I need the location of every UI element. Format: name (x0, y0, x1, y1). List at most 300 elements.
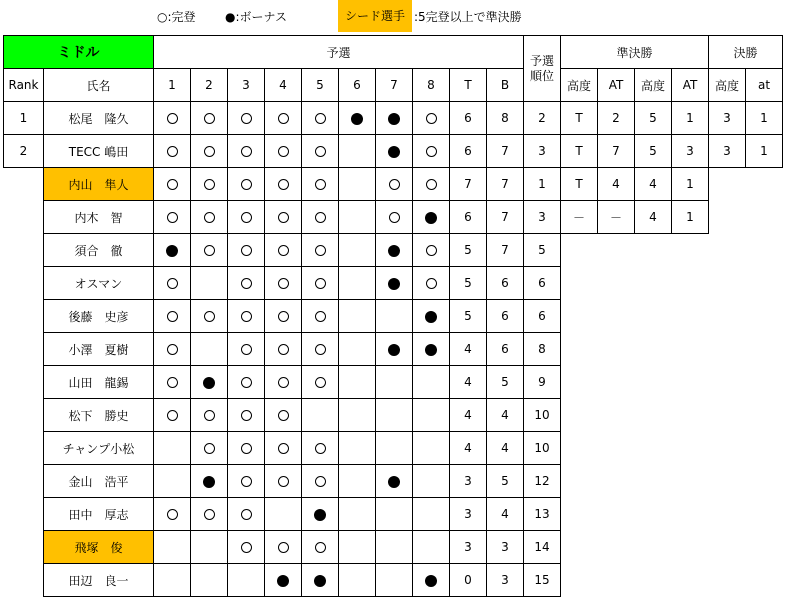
semifinal-cell: 1 (672, 102, 709, 135)
empty-cell (746, 168, 783, 201)
complete-mark-icon (315, 245, 326, 256)
semifinal-cell: 3 (672, 135, 709, 168)
rank-cell: 2 (4, 135, 44, 168)
problem-cell (191, 432, 228, 465)
empty-cell (746, 300, 783, 333)
problem-cell (339, 234, 376, 267)
results-table (3, 35, 783, 597)
semifinal-header: 準決勝 (561, 36, 709, 69)
problem-cell (265, 564, 302, 597)
qual-rank-cell: 5 (524, 234, 561, 267)
complete-mark-icon (241, 212, 252, 223)
bonus-cell: 6 (487, 333, 524, 366)
empty-cell (746, 234, 783, 267)
problem-cell (413, 234, 450, 267)
problem-cell (154, 201, 191, 234)
empty-cell (561, 465, 598, 498)
tops-cell: 4 (450, 399, 487, 432)
semifinal-cell: 7 (598, 135, 635, 168)
table-row (4, 168, 783, 201)
athlete-name: 内山 隼人 (44, 168, 154, 201)
bonus-mark-icon (388, 146, 400, 158)
empty-cell (635, 531, 672, 564)
complete-mark-icon (167, 278, 178, 289)
semifinal-cell: 2 (598, 102, 635, 135)
complete-mark-icon (278, 278, 289, 289)
bonus-cell: 7 (487, 135, 524, 168)
complete-mark-icon (204, 509, 215, 520)
problem-cell (302, 267, 339, 300)
problem-cell (154, 234, 191, 267)
complete-mark-icon (241, 443, 252, 454)
problem-cell (154, 366, 191, 399)
empty-cell (598, 366, 635, 399)
problem-cell (376, 531, 413, 564)
empty-cell (672, 531, 709, 564)
athlete-name: 金山 浩平 (44, 465, 154, 498)
problem-cell (413, 366, 450, 399)
complete-mark-icon (204, 443, 215, 454)
empty-cell (709, 333, 746, 366)
problem-cell (228, 234, 265, 267)
bonus-mark-icon (203, 476, 215, 488)
problem-cell (191, 564, 228, 597)
bonus-mark-icon (388, 278, 400, 290)
athlete-name: TECC 嶋田 (44, 135, 154, 168)
problem-cell (265, 102, 302, 135)
problem-cell (265, 498, 302, 531)
problem-cell (339, 564, 376, 597)
problem-cell (191, 465, 228, 498)
tops-cell: 6 (450, 102, 487, 135)
final-cell: 1 (746, 102, 783, 135)
empty-cell (709, 399, 746, 432)
problem-cell (265, 366, 302, 399)
complete-mark-icon (426, 245, 437, 256)
problem-cell (228, 267, 265, 300)
problem-cell (302, 102, 339, 135)
bonus-mark-icon (388, 113, 400, 125)
problem-cell (228, 531, 265, 564)
problem-cell (302, 201, 339, 234)
athlete-name: 山田 龍錫 (44, 366, 154, 399)
athlete-name: 内木 智 (44, 201, 154, 234)
qualifier-header: 予選 (154, 36, 524, 69)
semifinal-cell: 4 (635, 201, 672, 234)
complete-mark-icon (278, 146, 289, 157)
problem-cell (228, 399, 265, 432)
problem-cell (265, 135, 302, 168)
tops-cell: 5 (450, 300, 487, 333)
problem-cell (191, 531, 228, 564)
bonus-cell: 3 (487, 531, 524, 564)
bonus-mark-icon (388, 476, 400, 488)
complete-mark-icon (167, 146, 178, 157)
empty-cell (635, 300, 672, 333)
bonus-cell: 6 (487, 267, 524, 300)
qual-rank-cell: 13 (524, 498, 561, 531)
empty-cell (672, 300, 709, 333)
empty-cell (746, 531, 783, 564)
tops-cell: 6 (450, 201, 487, 234)
problem-cell (191, 267, 228, 300)
name-header: 氏名 (44, 69, 154, 102)
empty-cell (635, 564, 672, 597)
tops-cell: 0 (450, 564, 487, 597)
complete-mark-icon (278, 542, 289, 553)
qual-rank-cell: 10 (524, 399, 561, 432)
problem-cell (376, 366, 413, 399)
rank-cell (4, 498, 44, 531)
problem-cell (339, 102, 376, 135)
bonus-mark-icon (388, 245, 400, 257)
qual-rank-cell: 6 (524, 267, 561, 300)
complete-mark-icon (241, 476, 252, 487)
problem-cell (265, 201, 302, 234)
tops-cell: 3 (450, 465, 487, 498)
problem-cell (376, 399, 413, 432)
rank-cell (4, 531, 44, 564)
problem-cell (265, 399, 302, 432)
qual-rank-cell: 2 (524, 102, 561, 135)
problem-cell (191, 300, 228, 333)
bonus-cell: 3 (487, 564, 524, 597)
table-row (4, 498, 783, 531)
tops-cell: 5 (450, 267, 487, 300)
legend-seed-rule: :5完登以上で準決勝 (414, 10, 522, 24)
empty-cell (635, 432, 672, 465)
complete-mark-icon (204, 146, 215, 157)
problem-cell (339, 465, 376, 498)
athlete-name: オスマン (44, 267, 154, 300)
rank-cell (4, 432, 44, 465)
complete-mark-icon (167, 212, 178, 223)
problem-cell (228, 300, 265, 333)
complete-mark-icon (315, 344, 326, 355)
final-header: 決勝 (709, 36, 783, 69)
empty-cell (746, 465, 783, 498)
empty-cell (709, 234, 746, 267)
semifinal-cell: 4 (598, 168, 635, 201)
empty-cell (561, 564, 598, 597)
bonus-cell: 7 (487, 234, 524, 267)
complete-mark-icon (241, 410, 252, 421)
empty-cell (746, 498, 783, 531)
complete-mark-icon (167, 377, 178, 388)
qual-rank-cell: 12 (524, 465, 561, 498)
empty-cell (598, 531, 635, 564)
semifinal-cell: T (561, 168, 598, 201)
problem-cell (376, 135, 413, 168)
qual-rank-header: 予選 順位 (524, 36, 561, 102)
problem-cell (265, 531, 302, 564)
rank-cell (4, 300, 44, 333)
problem-cell (265, 333, 302, 366)
empty-cell (635, 498, 672, 531)
problem-cell (376, 267, 413, 300)
table-row (4, 201, 783, 234)
complete-mark-icon (167, 311, 178, 322)
table-row (4, 465, 783, 498)
problem-cell (339, 399, 376, 432)
complete-mark-icon (241, 245, 252, 256)
bonus-cell: 6 (487, 300, 524, 333)
semifinal-cell: 4 (635, 168, 672, 201)
problem-cell (154, 465, 191, 498)
bonus-cell: 7 (487, 168, 524, 201)
problem-cell (302, 399, 339, 432)
empty-cell (561, 366, 598, 399)
problem-cell (376, 234, 413, 267)
complete-mark-icon (278, 179, 289, 190)
qual-rank-cell: 3 (524, 135, 561, 168)
empty-cell (709, 432, 746, 465)
complete-mark-icon (315, 212, 326, 223)
problem-cell (413, 564, 450, 597)
complete-mark-icon (204, 245, 215, 256)
complete-mark-icon (426, 113, 437, 124)
problem-cell (265, 432, 302, 465)
problem-cell (228, 201, 265, 234)
bonus-mark-icon (425, 575, 437, 587)
tops-cell: 4 (450, 333, 487, 366)
bonus-mark-icon (351, 113, 363, 125)
tops-cell: 4 (450, 432, 487, 465)
semifinal-col-header: 高度 (561, 69, 598, 102)
complete-mark-icon (278, 245, 289, 256)
empty-cell (672, 366, 709, 399)
qual-rank-cell: 15 (524, 564, 561, 597)
complete-mark-icon (426, 146, 437, 157)
problem-cell (154, 333, 191, 366)
complete-mark-icon (278, 410, 289, 421)
rank-header: Rank (4, 69, 44, 102)
bonus-mark-icon (388, 344, 400, 356)
problem-cell (302, 465, 339, 498)
problem-cell (191, 168, 228, 201)
semifinal-cell: － (598, 201, 635, 234)
problem-cell (154, 300, 191, 333)
empty-cell (561, 498, 598, 531)
table-row (4, 333, 783, 366)
complete-mark-icon (426, 278, 437, 289)
problem-cell (302, 300, 339, 333)
table-row (4, 300, 783, 333)
complete-mark-icon (167, 113, 178, 124)
problem-cell (302, 135, 339, 168)
problem-cell (154, 399, 191, 432)
bonus-header: B (487, 69, 524, 102)
athlete-name: 田辺 良一 (44, 564, 154, 597)
athlete-name: 松尾 隆久 (44, 102, 154, 135)
table-row (4, 432, 783, 465)
problem-cell (339, 366, 376, 399)
complete-mark-icon (241, 146, 252, 157)
empty-cell (672, 333, 709, 366)
rank-cell (4, 333, 44, 366)
problem-cell (339, 201, 376, 234)
problem-cell (376, 333, 413, 366)
category-cell: ミドル (4, 36, 154, 69)
semifinal-cell: － (561, 201, 598, 234)
bonus-mark-icon (425, 212, 437, 224)
problem-cell (302, 432, 339, 465)
problem-cell (154, 564, 191, 597)
problem-cell (413, 168, 450, 201)
complete-mark-icon (204, 311, 215, 322)
semifinal-cell: 5 (635, 135, 672, 168)
bonus-cell: 4 (487, 498, 524, 531)
complete-mark-icon (241, 311, 252, 322)
problem-cell (228, 432, 265, 465)
rank-cell (4, 168, 44, 201)
complete-mark-icon (315, 542, 326, 553)
problem-cell (265, 267, 302, 300)
empty-cell (709, 465, 746, 498)
final-col-header: 高度 (709, 69, 746, 102)
empty-cell (598, 300, 635, 333)
complete-mark-icon (241, 179, 252, 190)
problem-cell (191, 333, 228, 366)
table-row (4, 531, 783, 564)
complete-mark-icon (315, 443, 326, 454)
problem-cell (376, 564, 413, 597)
semifinal-col-header: 高度 (635, 69, 672, 102)
problem-cell (191, 498, 228, 531)
complete-mark-icon (241, 542, 252, 553)
tops-cell: 3 (450, 498, 487, 531)
complete-mark-icon (167, 509, 178, 520)
rank-cell: 1 (4, 102, 44, 135)
rank-cell (4, 267, 44, 300)
problem-cell (228, 564, 265, 597)
tops-header: T (450, 69, 487, 102)
problem-cell (339, 300, 376, 333)
empty-cell (709, 300, 746, 333)
qual-rank-cell: 3 (524, 201, 561, 234)
problem-cell (228, 168, 265, 201)
empty-cell (598, 564, 635, 597)
empty-cell (598, 498, 635, 531)
empty-cell (598, 432, 635, 465)
complete-mark-icon (204, 212, 215, 223)
problem-cell (228, 102, 265, 135)
bonus-mark-icon (314, 509, 326, 521)
bonus-cell: 4 (487, 399, 524, 432)
semifinal-cell: 1 (672, 201, 709, 234)
table-row (4, 135, 783, 168)
bonus-cell: 5 (487, 465, 524, 498)
complete-mark-icon (315, 476, 326, 487)
complete-mark-icon (278, 476, 289, 487)
problem-cell (339, 168, 376, 201)
problem-cell (302, 531, 339, 564)
empty-cell (561, 333, 598, 366)
problem-cell (265, 300, 302, 333)
bonus-cell: 4 (487, 432, 524, 465)
table-row (4, 564, 783, 597)
tops-cell: 4 (450, 366, 487, 399)
final-cell: 3 (709, 102, 746, 135)
problem-cell (413, 498, 450, 531)
tops-cell: 7 (450, 168, 487, 201)
empty-cell (672, 267, 709, 300)
bonus-cell: 8 (487, 102, 524, 135)
problem-cell (413, 135, 450, 168)
complete-mark-icon (278, 212, 289, 223)
qual-rank-cell: 6 (524, 300, 561, 333)
empty-cell (598, 267, 635, 300)
empty-cell (746, 201, 783, 234)
complete-mark-icon (241, 344, 252, 355)
empty-cell (561, 432, 598, 465)
bonus-mark-icon (425, 344, 437, 356)
problem-cell (265, 234, 302, 267)
athlete-name: 飛塚 俊 (44, 531, 154, 564)
table-row (4, 366, 783, 399)
empty-cell (672, 564, 709, 597)
complete-mark-icon (278, 113, 289, 124)
problem-cell (191, 366, 228, 399)
empty-cell (672, 399, 709, 432)
complete-mark-icon (315, 377, 326, 388)
empty-cell (635, 267, 672, 300)
problem-cell (154, 168, 191, 201)
problem-cell (302, 498, 339, 531)
complete-mark-icon (278, 443, 289, 454)
empty-cell (635, 333, 672, 366)
problem-cell (302, 564, 339, 597)
tops-cell: 6 (450, 135, 487, 168)
problem-cell (376, 498, 413, 531)
complete-mark-icon (167, 344, 178, 355)
legend-seed-label: シード選手 (338, 0, 412, 32)
problem-cell (413, 333, 450, 366)
legend-complete: ○:完登 (157, 10, 196, 24)
complete-mark-icon (167, 179, 178, 190)
problem-header: 5 (302, 69, 339, 102)
athlete-name: 田中 厚志 (44, 498, 154, 531)
problem-cell (376, 168, 413, 201)
empty-cell (746, 564, 783, 597)
problem-cell (302, 168, 339, 201)
qual-rank-cell: 14 (524, 531, 561, 564)
table-row (4, 399, 783, 432)
empty-cell (635, 234, 672, 267)
empty-cell (672, 234, 709, 267)
bonus-mark-icon (277, 575, 289, 587)
qual-rank-cell: 8 (524, 333, 561, 366)
problem-cell (376, 465, 413, 498)
problem-cell (228, 366, 265, 399)
problem-header: 6 (339, 69, 376, 102)
complete-mark-icon (315, 113, 326, 124)
empty-cell (598, 333, 635, 366)
problem-header: 2 (191, 69, 228, 102)
athlete-name: 須合 徹 (44, 234, 154, 267)
semifinal-cell: T (561, 102, 598, 135)
rank-cell (4, 465, 44, 498)
problem-header: 8 (413, 69, 450, 102)
empty-cell (672, 432, 709, 465)
rank-cell (4, 234, 44, 267)
problem-header: 3 (228, 69, 265, 102)
rank-cell (4, 564, 44, 597)
bonus-cell: 5 (487, 366, 524, 399)
empty-cell (635, 366, 672, 399)
athlete-name: 後藤 史彦 (44, 300, 154, 333)
problem-header: 4 (265, 69, 302, 102)
